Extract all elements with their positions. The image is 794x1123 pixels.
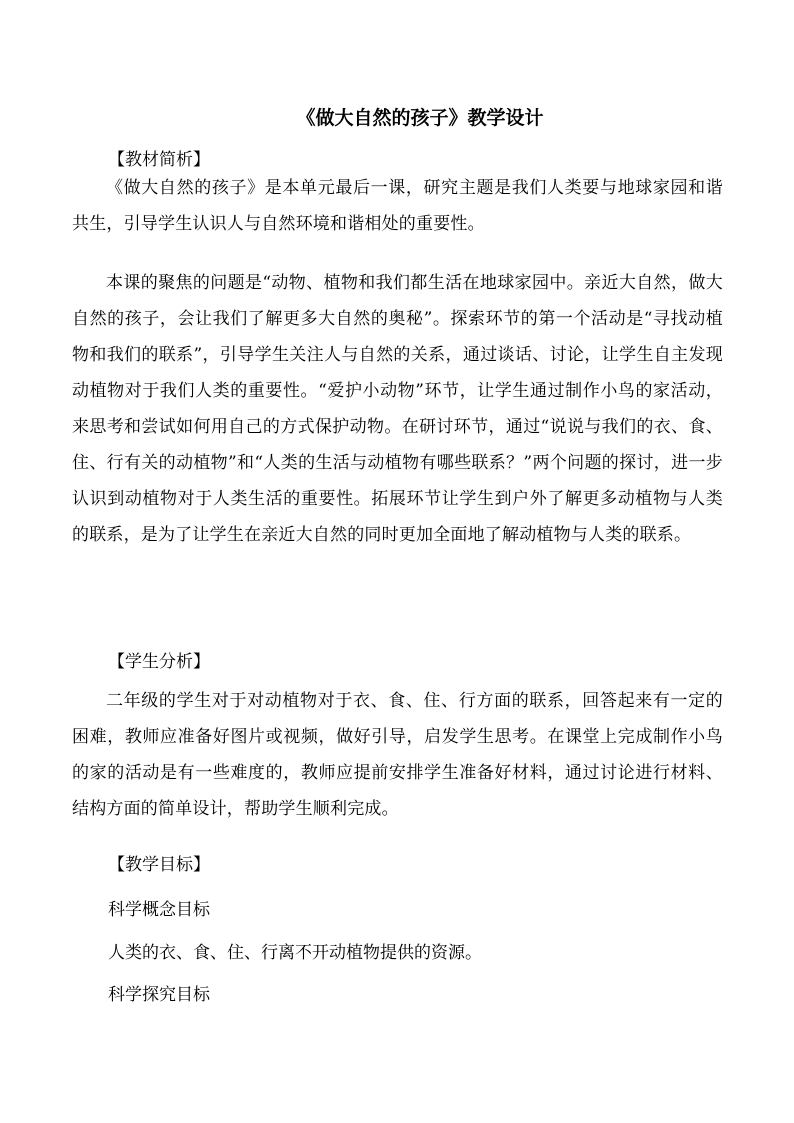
section-heading-student-analysis: 【学生分析】 [108,652,210,672]
section-heading-textbook-analysis: 【教材简析】 [108,150,210,170]
paragraph-textbook-intro: 《做大自然的孩子》是本单元最后一课，研究主题是我们人类要与地球家园和谐共生，引导学生认识人与自然环境和谐相处的重要性。 [72,178,723,234]
paragraph-textbook-focus: 本课的聚焦的问题是“动物、植物和我们都生活在地球家园中。亲近大自然，做大自然的孩子，会让我们了解更多大自然的奥秘”。探索环节的第一个活动是“寻找动植物和我们的联系”，引导学生关注人与自然的关系，通过谈话、讨论，让学生自主发现动植物对于我们人类的重要性。“爱护小动物”环节，让学生通过制作小鸟的家活动，来思考和尝试如何用自己的方式保护动物。在研讨环节，通过“说说与我们的衣、食、住、行有关的动植物”和“人类的生活与动植物有哪些联系？”两个问题的探讨，进一步认识到动植物对于人类生活的重要性。拓展环节让学生到户外了解更多动植物与人类的联系，是为了让学生在亲近大自然的同时更加全面地了解动植物与人类的联系。 [72,273,723,545]
paragraph-student-analysis: 二年级的学生对于对动植物对于衣、食、住、行方面的联系，回答起来有一定的困难，教师应准备好图片或视频，做好引导，启发学生思考。在课堂上完成制作小鸟的家的活动是有一些难度的，教师应提前安排学生准备好材料，通过讨论进行材料、结构方面的简单设计，帮助学生顺利完成。 [72,691,723,819]
goal-science-concept-heading: 科学概念目标 [108,900,210,920]
goal-science-concept-text: 人类的衣、食、住、行离不开动植物提供的资源。 [108,943,482,963]
section-heading-teaching-goals: 【教学目标】 [108,855,210,875]
document-title: 《做大自然的孩子》教学设计 [296,107,544,129]
goal-science-inquiry-heading: 科学探究目标 [108,985,210,1005]
